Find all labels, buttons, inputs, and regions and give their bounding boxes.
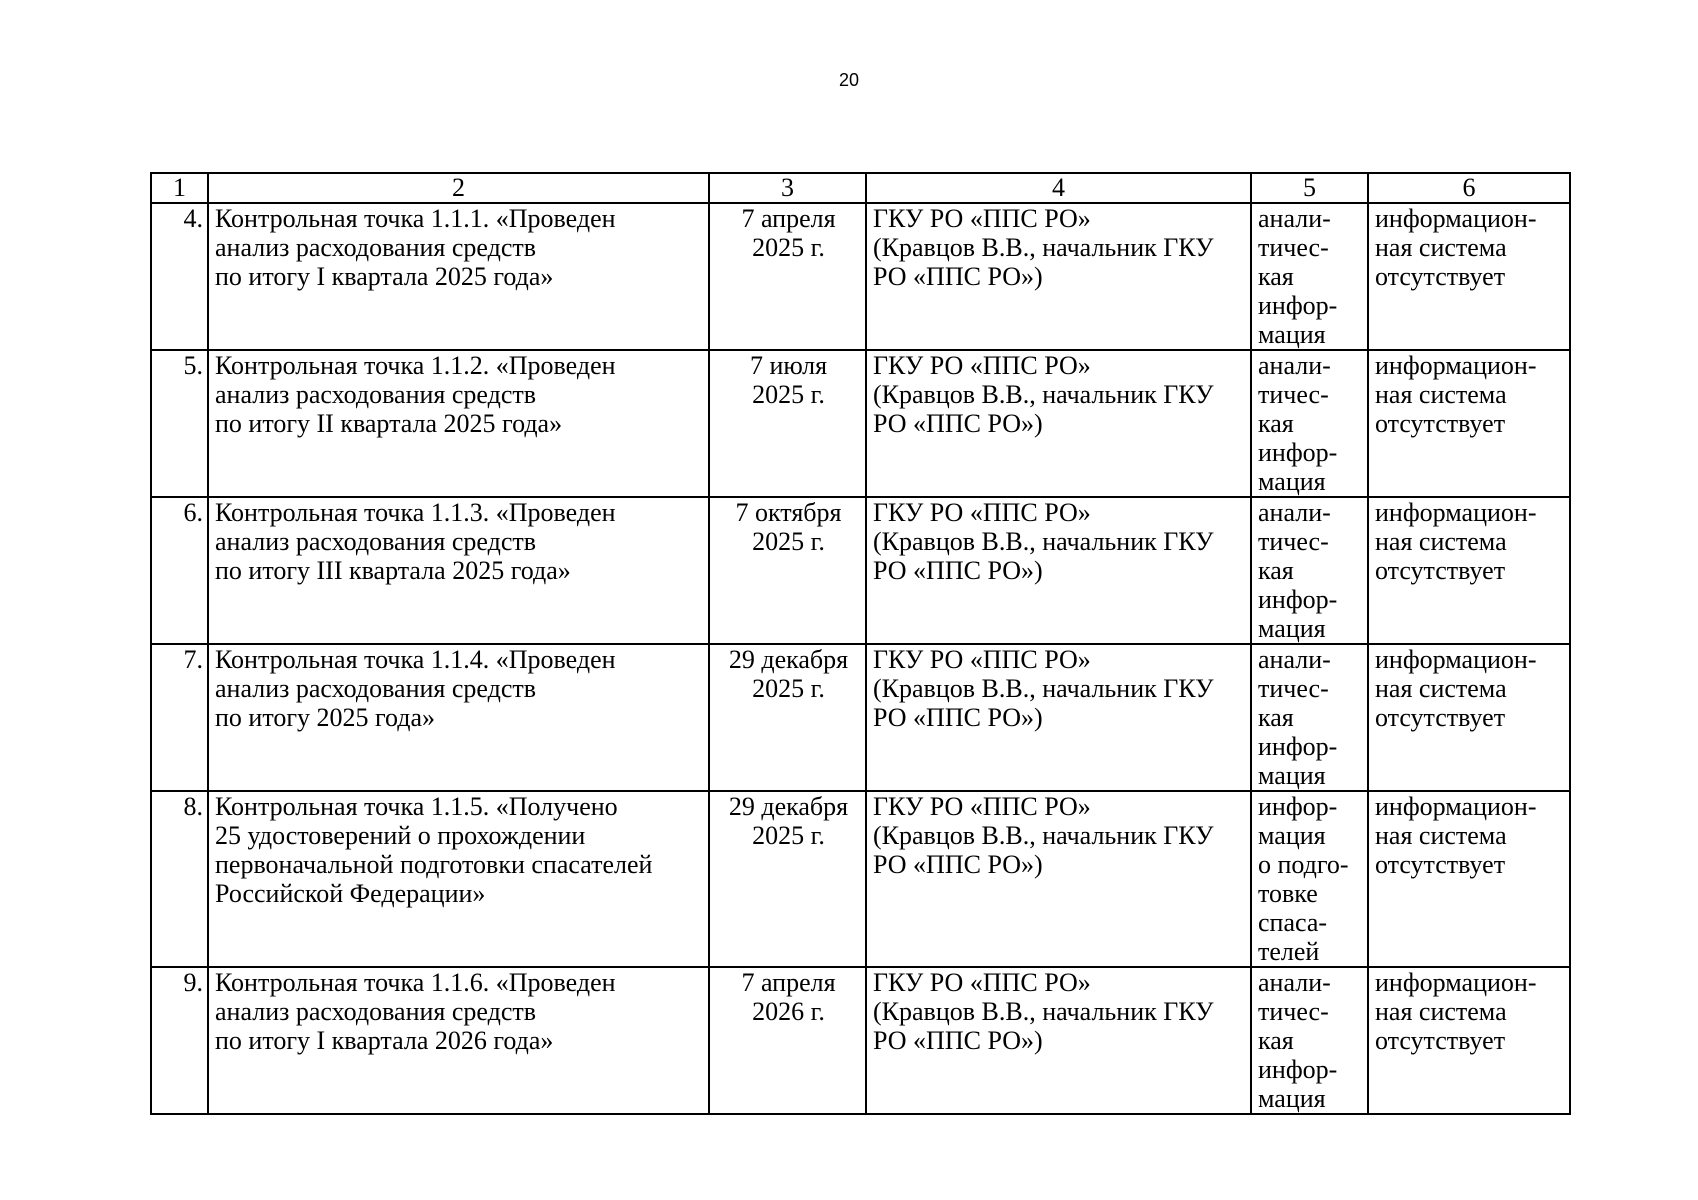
due-date-line: 2025 г. [752, 821, 825, 850]
information-system-line: информацион- [1375, 792, 1537, 821]
responsible-party-line: ГКУ РО «ППС РО» [873, 645, 1091, 674]
event-description-line: анализ расходования средств [215, 527, 537, 556]
responsible-party-line: РО «ППС РО») [873, 1026, 1043, 1055]
due-date-line: 29 декабря [728, 792, 849, 821]
event-description-line: Контрольная точка 1.1.5. «Получено [215, 792, 618, 821]
document-type-line: мация [1258, 614, 1326, 643]
table-row [151, 644, 1570, 791]
event-description-line: первоначальной подготовки спасателей [215, 850, 653, 879]
column-header: 4 [866, 173, 1251, 203]
information-system-line: отсутствует [1375, 262, 1506, 291]
information-system-line: информацион- [1375, 204, 1537, 233]
information-system-line: информацион- [1375, 968, 1537, 997]
responsible-party [866, 644, 1251, 791]
due-date-line: 2025 г. [752, 674, 825, 703]
document-type-line: анали- [1258, 645, 1331, 674]
event-description [208, 967, 709, 1114]
information-system-line: отсутствует [1375, 409, 1506, 438]
event-description-line: анализ расходования средств [215, 380, 537, 409]
event-description-line: Контрольная точка 1.1.4. «Проведен [215, 645, 616, 674]
due-date-line: 2025 г. [752, 380, 825, 409]
due-date [709, 644, 866, 791]
responsible-party-line: (Кравцов В.В., начальник ГКУ [873, 821, 1214, 850]
responsible-party-line: (Кравцов В.В., начальник ГКУ [873, 527, 1214, 556]
row-number: 9. [151, 967, 208, 1114]
event-description-line: анализ расходования средств [215, 674, 537, 703]
responsible-party-line: (Кравцов В.В., начальник ГКУ [873, 380, 1214, 409]
table-row [151, 791, 1570, 967]
due-date [709, 350, 866, 497]
event-description-line: по итогу I квартала 2025 года» [215, 262, 554, 291]
information-system-line: отсутствует [1375, 850, 1506, 879]
document-type-line: мация [1258, 320, 1326, 349]
document-type-line: кая [1258, 556, 1294, 585]
event-description-line: Контрольная точка 1.1.3. «Проведен [215, 498, 616, 527]
responsible-party-line: РО «ППС РО») [873, 850, 1043, 879]
event-description-line: анализ расходования средств [215, 233, 537, 262]
event-description-line: 25 удостоверений о прохождении [215, 821, 586, 850]
document-type [1251, 644, 1368, 791]
row-number: 6. [151, 497, 208, 644]
event-description-line: по итогу II квартала 2025 года» [215, 409, 563, 438]
information-system [1368, 497, 1570, 644]
document-type-line: товке [1258, 879, 1318, 908]
responsible-party-line: ГКУ РО «ППС РО» [873, 498, 1091, 527]
information-system-line: информацион- [1375, 351, 1537, 380]
information-system-line: ная система [1375, 380, 1507, 409]
column-header: 3 [709, 173, 866, 203]
document-type-line: мация [1258, 467, 1326, 496]
event-description-line: анализ расходования средств [215, 997, 537, 1026]
information-system-line: ная система [1375, 233, 1507, 262]
document-type-line: о подго- [1258, 850, 1349, 879]
document-type-line: кая [1258, 262, 1294, 291]
information-system-line: отсутствует [1375, 1026, 1506, 1055]
due-date [709, 791, 866, 967]
document-type-line: инфор- [1258, 732, 1338, 761]
information-system-line: информацион- [1375, 498, 1537, 527]
document-type-line: кая [1258, 1026, 1294, 1055]
responsible-party-line: ГКУ РО «ППС РО» [873, 204, 1091, 233]
responsible-party [866, 791, 1251, 967]
responsible-party-line: ГКУ РО «ППС РО» [873, 792, 1091, 821]
responsible-party-line: ГКУ РО «ППС РО» [873, 351, 1091, 380]
table-row [151, 203, 1570, 350]
event-description-line: по итогу I квартала 2026 года» [215, 1026, 554, 1055]
document-type-line: спаса- [1258, 908, 1328, 937]
row-number: 8. [151, 791, 208, 967]
due-date-line: 2025 г. [752, 233, 825, 262]
information-system-line: ная система [1375, 674, 1507, 703]
column-header: 2 [208, 173, 709, 203]
event-description [208, 497, 709, 644]
responsible-party-line: ГКУ РО «ППС РО» [873, 968, 1091, 997]
document-type-line: тичес- [1258, 997, 1329, 1026]
responsible-party [866, 203, 1251, 350]
information-system [1368, 350, 1570, 497]
responsible-party-line: (Кравцов В.В., начальник ГКУ [873, 674, 1214, 703]
responsible-party [866, 497, 1251, 644]
information-system-line: ная система [1375, 997, 1507, 1026]
responsible-party [866, 967, 1251, 1114]
event-description-line: Российской Федерации» [215, 879, 486, 908]
document-type [1251, 791, 1368, 967]
document-type-line: тичес- [1258, 527, 1329, 556]
event-description [208, 203, 709, 350]
document-type-line: инфор- [1258, 291, 1338, 320]
information-system-line: ная система [1375, 821, 1507, 850]
information-system-line: информацион- [1375, 645, 1537, 674]
due-date-line: 2025 г. [752, 527, 825, 556]
event-description-line: по итогу III квартала 2025 года» [215, 556, 571, 585]
document-type [1251, 350, 1368, 497]
event-description [208, 644, 709, 791]
document-type-line: анали- [1258, 204, 1331, 233]
document-type-line: мация [1258, 761, 1326, 790]
event-description-line: Контрольная точка 1.1.1. «Проведен [215, 204, 616, 233]
column-header: 6 [1368, 173, 1570, 203]
information-system-line: отсутствует [1375, 703, 1506, 732]
control-points-table [150, 172, 1571, 1115]
information-system-line: ная система [1375, 527, 1507, 556]
due-date-line: 7 апреля [741, 968, 836, 997]
table-row [151, 967, 1570, 1114]
row-number: 4. [151, 203, 208, 350]
table-row [151, 350, 1570, 497]
event-description-line: по итогу 2025 года» [215, 703, 436, 732]
document-type-line: мация [1258, 1084, 1326, 1113]
document-type-line: тичес- [1258, 233, 1329, 262]
information-system [1368, 791, 1570, 967]
event-description [208, 350, 709, 497]
document-type-line: тичес- [1258, 380, 1329, 409]
document-type-line: анали- [1258, 968, 1331, 997]
header-row [151, 173, 1570, 203]
document-type [1251, 497, 1368, 644]
responsible-party-line: РО «ППС РО») [873, 262, 1043, 291]
page-number: 20 [838, 70, 860, 90]
column-header: 5 [1251, 173, 1368, 203]
document-type [1251, 967, 1368, 1114]
responsible-party-line: РО «ППС РО») [873, 703, 1043, 732]
due-date-line: 7 июля [749, 351, 828, 380]
responsible-party-line: РО «ППС РО») [873, 409, 1043, 438]
information-system [1368, 203, 1570, 350]
table-row [151, 497, 1570, 644]
responsible-party-line: РО «ППС РО») [873, 556, 1043, 585]
document-type-line: инфор- [1258, 585, 1338, 614]
due-date-line: 7 апреля [741, 204, 836, 233]
column-header: 1 [151, 173, 208, 203]
row-number: 5. [151, 350, 208, 497]
document-type-line: инфор- [1258, 792, 1338, 821]
document-type-line: телей [1258, 937, 1320, 966]
document-type-line: кая [1258, 703, 1294, 732]
information-system [1368, 644, 1570, 791]
information-system [1368, 967, 1570, 1114]
document-type-line: тичес- [1258, 674, 1329, 703]
due-date-line: 7 октября [735, 498, 842, 527]
event-description-line: Контрольная точка 1.1.6. «Проведен [215, 968, 616, 997]
document-type-line: кая [1258, 409, 1294, 438]
due-date-line: 2026 г. [752, 997, 825, 1026]
document-type-line: анали- [1258, 498, 1331, 527]
document-type-line: инфор- [1258, 1055, 1338, 1084]
event-description-line: Контрольная точка 1.1.2. «Проведен [215, 351, 616, 380]
responsible-party-line: (Кравцов В.В., начальник ГКУ [873, 233, 1214, 262]
due-date [709, 497, 866, 644]
responsible-party [866, 350, 1251, 497]
document-type [1251, 203, 1368, 350]
due-date [709, 203, 866, 350]
due-date-line: 29 декабря [728, 645, 849, 674]
row-number: 7. [151, 644, 208, 791]
event-description [208, 791, 709, 967]
information-system-line: отсутствует [1375, 556, 1506, 585]
responsible-party-line: (Кравцов В.В., начальник ГКУ [873, 997, 1214, 1026]
document-type-line: инфор- [1258, 438, 1338, 467]
document-type-line: мация [1258, 821, 1326, 850]
document-type-line: анали- [1258, 351, 1331, 380]
due-date [709, 967, 866, 1114]
